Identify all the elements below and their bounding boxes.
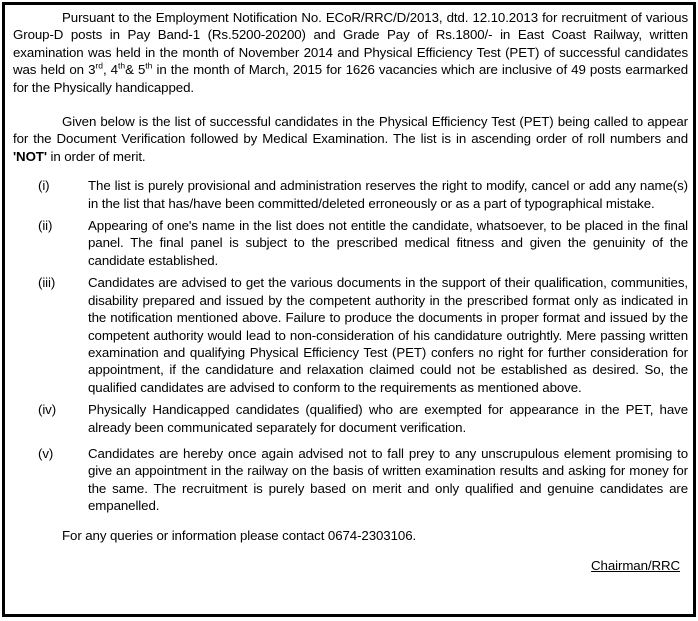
list-item-text: The list is purely provisional and administration reserves the right to modify, cancel or add any name(s) in the list that has/have been committed/deleted erroneously or as a part of typographical mistake. [88,178,688,211]
list-item-text: Appearing of one's name in the list does not entitle the candidate, whatsoever, to be placed in the final panel. The final panel is subject to the prescribed medical fitness and given the genuinity of the candidate established. [88,218,688,268]
list-item-v [13,445,688,515]
list-item-marker: (v) [38,445,54,461]
notice-document-page [2,2,696,617]
list-item-text: Candidates are advised to get the various documents in the support of their qualification, communities, disability prepared and issued by the competent authority in the prescribed format only as indicated in the notification mentioned above. Failure to produce the documents in proper format and issued by the competent authority would lead to non-consideration of his candidature outrightly. Mere passing written examination and qualifying Physical Efficiency Test (PET) confers no right for further consideration for appointment, if the candidature and relaxation claimed could not be established as desired. So, the qualified candidates are advised to conform to the requirements as mentioned above. [88,275,688,395]
intro-paragraph-2: Given below is the list of successful candidates in the Physical Efficiency Test (PET) being called to appear for the Document Verification followed by Medical Examination. The list is in ascending order of roll numbers and 'NOT' in order of merit. [13,114,688,164]
signature-text: Chairman/RRC [591,557,680,573]
list-item-marker: (ii) [38,218,53,234]
list-item-marker: (i) [38,178,50,194]
list-item-marker: (iv) [38,402,57,418]
list-item-iv [13,401,688,436]
list-item-iii [13,274,688,396]
list-item-marker: (iii) [38,275,56,291]
signature-row [13,557,688,574]
intro-paragraph-1: Pursuant to the Employment Notification No. ECoR/RRC/D/2013, dtd. 12.10.2013 for recruitment of various Group-D posts in Pay Band-1 (Rs.5200-20200) and Grade Pay of Rs.1800/- in East Coast Railway, written examination was held in the month of November 2014 and Physical Efficiency Test (PET) of successful candidates was held on 3rd, 4th& 5th in the month of March, 2015 for 1626 vacancies which are inclusive of 49 posts earmarked for the Physically handicapped. [13,10,688,95]
list-item-text: Physically Handicapped candidates (qualified) who are exempted for appearance in the PET, have already been communicated separately for document verification. [88,402,688,435]
list-item-i [13,177,688,212]
notes-list [13,177,688,514]
list-item-text: Candidates are hereby once again advised not to fall prey to any unscrupulous element promising to give an appointment in the railway on the basis of written examination results and asking for money for the same. The recruitment is purely based on merit and only qualified and genuine candidates are empanelled. [88,445,688,514]
contact-line: For any queries or information please contact 0674-2303106. [62,527,417,543]
list-item-ii [13,217,688,269]
